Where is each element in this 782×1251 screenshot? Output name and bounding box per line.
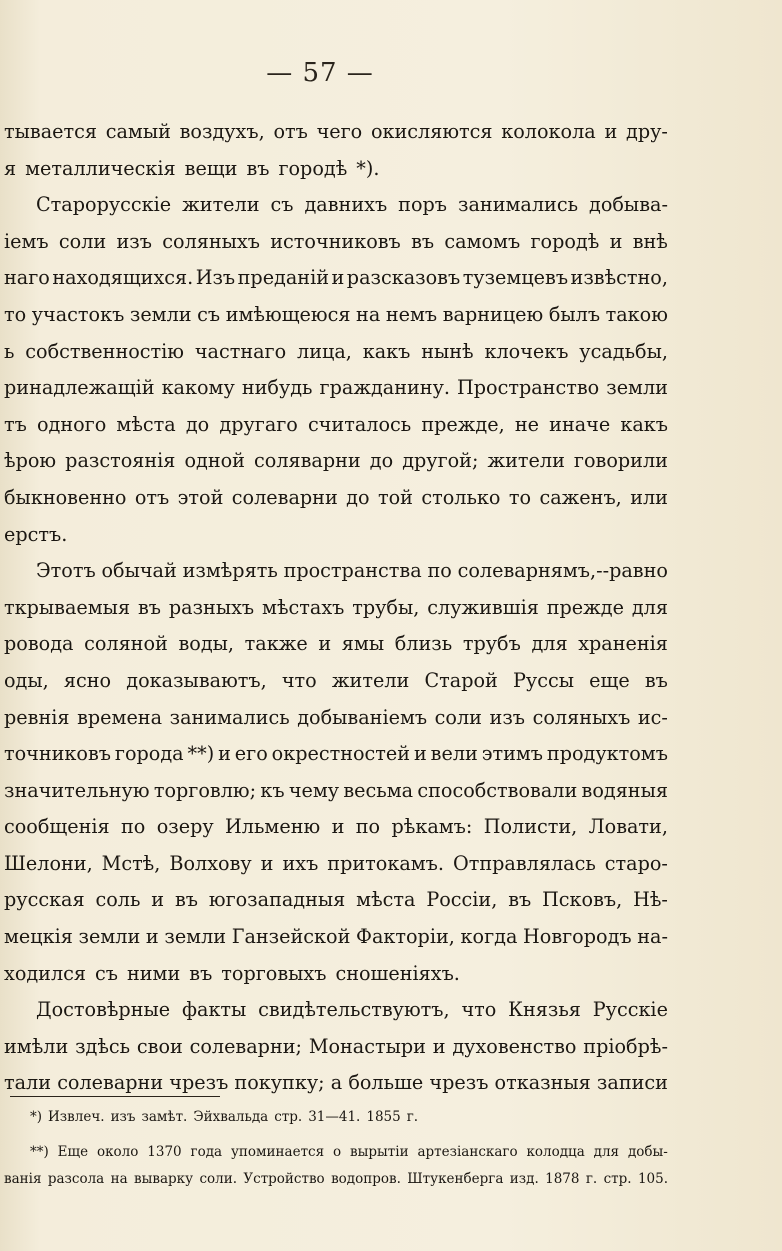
text-line: русская соль и въ югозападныя мѣста Россіи, въ Псковъ, Нѣ- [4, 888, 668, 912]
text-line: Достовѣрные факты свидѣтельствуютъ, что Князья Русскіе [36, 998, 668, 1022]
text-line: Старорусскіе жители съ давнихъ поръ занимались добыва- [36, 193, 668, 217]
text-line: тали солеварни чрезъ покупку; а больше чрезъ отказныя записи [4, 1071, 668, 1095]
text-line: тъ одного мѣста до другаго считалось прежде, не иначе какъ [4, 412, 668, 436]
text-line: быкновенно отъ этой солеварни до той столько то саженъ, или [4, 485, 668, 509]
footnote-line: ванія разсола на выварку соли. Устройство водопров. Штукенберга изд. 1878 г. стр. 105. [4, 1171, 668, 1187]
text-line: ь собственностію частнаго лица, какъ нынѣ клочекъ усадьбы, [4, 339, 668, 363]
text-line: ринадлежащій какому нибудь гражданину. Пространство земли [4, 376, 668, 400]
text-line: ходился съ ними въ торговыхъ сношеніяхъ. [4, 961, 460, 985]
footnote-line: **) Еще около 1370 года упоминается о вырытіи артезіанскаго колодца для добы- [30, 1144, 668, 1160]
text-line: Этотъ обычай измѣрять пространства по солеварнямъ,--равно [36, 559, 668, 583]
footnotes [4, 1104, 668, 1193]
text-line: ѣрою разстоянія одной соляварни до другой; жители говорили [4, 449, 668, 473]
footnote-rule [10, 1096, 220, 1097]
text-line: то участокъ земли съ имѣющеюся на немъ варницею былъ такою [4, 302, 668, 326]
text-line: іемъ соли изъ соляныхъ источниковъ въ самомъ городѣ и внѣ [4, 229, 668, 253]
footnote-line: *) Извлеч. изъ замѣт. Эйхвальда стр. 31—41. 1855 г. [30, 1109, 419, 1125]
text-line: ткрываемыя въ разныхъ мѣстахъ трубы, служившія прежде для [4, 595, 668, 619]
text-line: Шелони, Мстѣ, Волхову и ихъ притокамъ. Отправлялась старо- [4, 851, 668, 875]
text-line: я металлическія вещи въ городѣ *). [4, 156, 380, 180]
text-line: имѣли здѣсь свои солеварни; Монастыри и духовенство пріобрѣ- [4, 1034, 668, 1058]
text-line: мецкія земли и земли Ганзейской Факторіи, когда Новгородъ на- [4, 925, 668, 949]
text-line: сообщенія по озеру Ильменю и по рѣкамъ: Полисти, Ловати, [4, 815, 668, 839]
text-line: оды, ясно доказываютъ, что жители Старой Руссы еще въ [4, 668, 668, 692]
text-line: значительную торговлю; къ чему весьма способствовали водяныя [4, 778, 668, 802]
text-line: точниковъ города **) и его окрестностей и вели этимъ продуктомъ [4, 742, 668, 766]
page-number: — 57 — [266, 58, 374, 88]
text-line: ревнія времена занимались добываніемъ соли изъ соляныхъ ис- [4, 705, 668, 729]
text-line: ерстъ. [4, 522, 68, 546]
text-line: тывается самый воздухъ, отъ чего окисляются колокола и дру- [4, 120, 668, 143]
body-text [4, 114, 668, 1102]
text-line: ровода соляной воды, также и ямы близь трубъ для храненія [4, 632, 668, 656]
text-line: наго находящихся. Изъ преданій и разсказовъ туземцевъ извѣстно, [4, 266, 668, 290]
